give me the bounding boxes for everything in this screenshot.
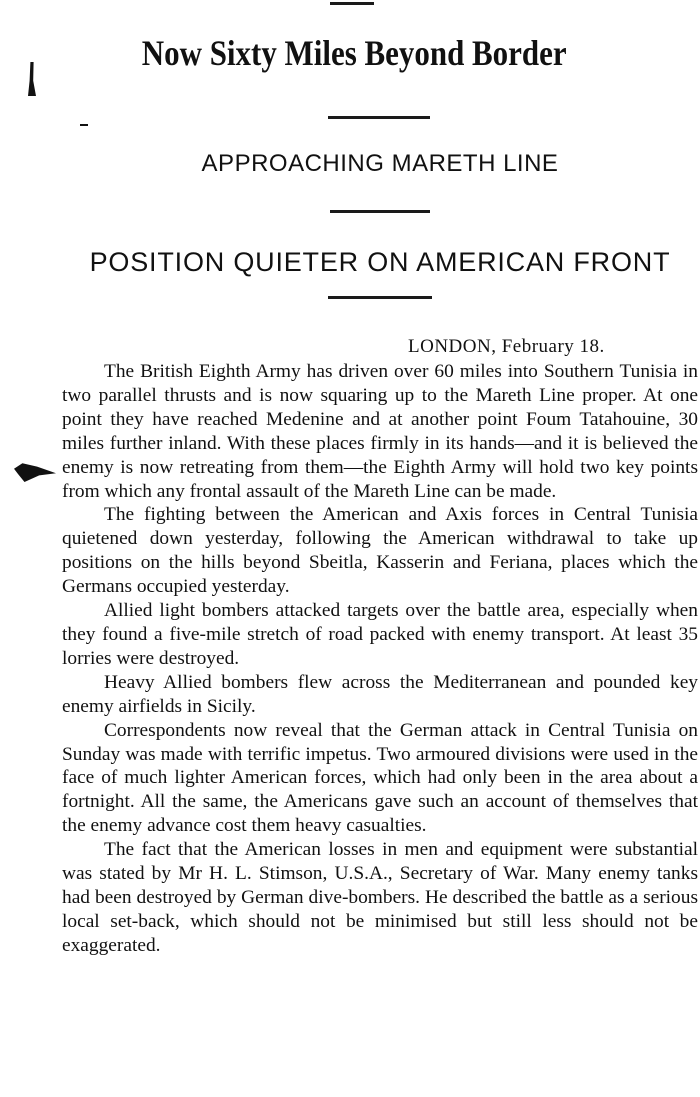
secondary-subheadline: POSITION QUIETER ON AMERICAN FRONT [89, 247, 671, 277]
divider-rule [328, 296, 432, 299]
divider-rule [330, 210, 430, 213]
article-body [62, 360, 698, 958]
top-rule [330, 2, 374, 5]
paragraph: Heavy Allied bombers flew across the Mediterranean and pounded key enemy airfields in Sicily. [62, 671, 698, 717]
headline: Now Sixty Miles Beyond Border [141, 33, 567, 73]
paragraph: The fighting between the American and Axis forces in Central Tunisia quietened down yesterday, following the American withdrawal to take up positions on the hills beyond Sbeitla, Kasserin and Feriana, places which the Germans occupied yesterday. [62, 504, 698, 598]
dateline: LONDON, February 18. [408, 336, 605, 357]
paragraph: The British Eighth Army has driven over 60 miles into Southern Tunisia in two parallel thrusts and is now squaring up to the Mareth Line proper. At one point they have reached Medenine and at another point Foum Tatahouine, 30 miles further inland. With these places firmly in its hands—and it is believed the enemy is now retreating from them—the Eighth Army will hold two key points from which any frontal assault of the Mareth Line can be made. [62, 361, 698, 502]
paragraph: Correspondents now reveal that the German attack in Central Tunisia on Sunday was made with terrific impetus. Two armoured divisions were used in the face of much lighter American forces, which had only been in the area about a fortnight. All the same, the Americans gave such an account of themselves that the enemy advance cost them heavy casualties. [62, 719, 698, 837]
subheadline: APPROACHING MARETH LINE [201, 150, 559, 177]
paragraph: Allied light bombers attacked targets over the battle area, especially when they found a five-mile stretch of road packed with enemy transport. At least 35 lorries were destroyed. [62, 600, 698, 669]
divider-rule [328, 116, 430, 119]
ink-blot [14, 460, 56, 482]
ink-mark [28, 62, 36, 96]
ink-speck [80, 124, 88, 126]
paragraph: The fact that the American losses in men and equipment were substantial was stated by Mr H. L. Stimson, U.S.A., Secretary of War. Many enemy tanks had been destroyed by German dive-bombers. He described the battle as a serious local set-back, which should not be minimised but still less should not be exaggerated. [62, 839, 698, 956]
